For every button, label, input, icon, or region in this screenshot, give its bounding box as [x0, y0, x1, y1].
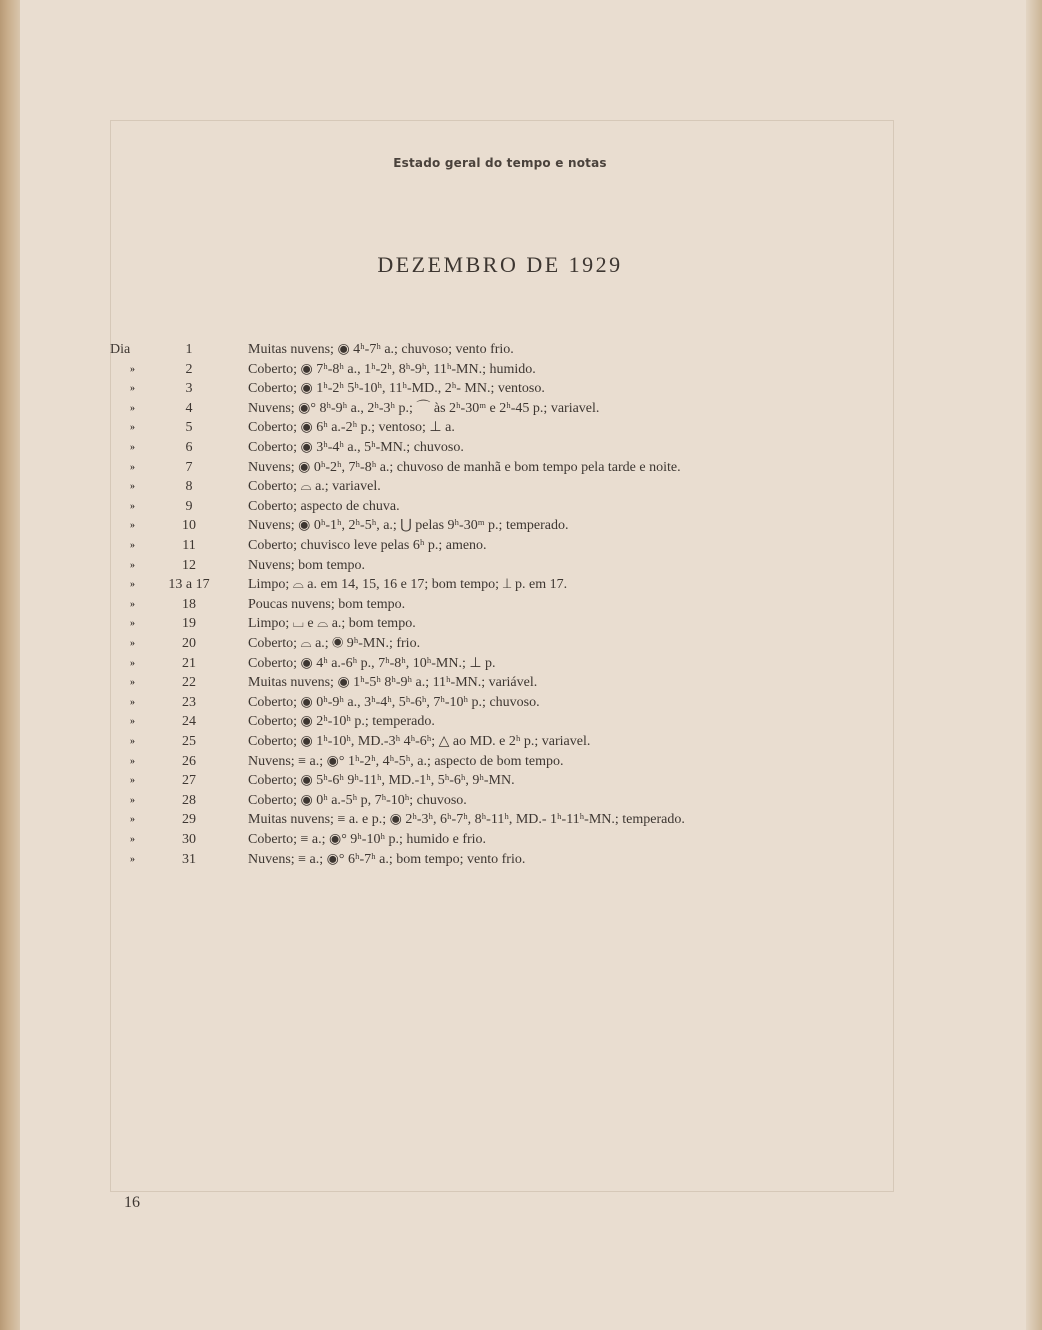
page-edge — [1026, 0, 1042, 1330]
day-number: 22 — [182, 675, 196, 691]
list-item — [0, 810, 1000, 830]
running-head: Estado geral do tempo e notas — [393, 156, 607, 170]
weather-note: Nuvens; ≡ a.; ◉° 6ʰ-7ʰ a.; bom tempo; vento frio. — [248, 851, 526, 867]
day-prefix: » — [130, 520, 135, 532]
weather-note: Coberto; aspecto de chuva. — [248, 498, 400, 514]
list-item — [0, 556, 1000, 576]
day-prefix: » — [130, 814, 135, 826]
list-item — [0, 438, 1000, 458]
day-prefix: » — [130, 540, 135, 551]
list-item — [0, 752, 1000, 772]
list-item — [0, 379, 1000, 399]
weather-note: Muitas nuvens; ≡ a. e p.; ◉ 2ʰ-3ʰ, 6ʰ-7ʰ, 8ʰ-11ʰ, MD.- 1ʰ-11ʰ-MN.; temperado. — [248, 812, 685, 828]
list-item — [0, 595, 1000, 615]
weather-note: Coberto; ⌓ a.; variavel. — [248, 479, 381, 495]
day-prefix: » — [130, 794, 135, 806]
weather-note: Nuvens; bom tempo. — [248, 557, 366, 573]
weather-note: Coberto; ⌓ a.; ◉ 9ʰ-MN.; frio. — [248, 636, 421, 651]
day-number: 6 — [185, 440, 193, 455]
weather-note: Muitas nuvens; ◉ 4ʰ-7ʰ a.; chuvoso; vento frio. — [248, 342, 514, 357]
weather-note: Nuvens; ◉° 8ʰ-9ʰ a., 2ʰ-3ʰ p.; ⌒ às 2ʰ-30ᵐ e 2ʰ-45 p.; variavel. — [248, 400, 600, 416]
day-prefix: » — [130, 442, 135, 453]
weather-note: Coberto; ◉ 4ʰ a.-6ʰ p., 7ʰ-8ʰ, 10ʰ-MN.; ⊥ p. — [248, 655, 496, 671]
day-number: 31 — [182, 851, 196, 867]
day-number: 1 — [185, 342, 193, 357]
day-prefix: Dia — [110, 342, 131, 357]
list-item — [0, 360, 1000, 380]
day-prefix: » — [130, 383, 135, 395]
weather-note: Coberto; ◉ 5ʰ-6ʰ 9ʰ-11ʰ, MD.-1ʰ, 5ʰ-6ʰ, 9ʰ-MN. — [248, 773, 515, 789]
day-number: 18 — [182, 596, 196, 612]
list-item — [0, 516, 1000, 536]
day-number: 26 — [182, 753, 196, 769]
day-prefix: » — [130, 481, 135, 493]
weather-note: Coberto; chuvisco leve pelas 6ʰ p.; ameno. — [248, 538, 487, 553]
weather-note: Coberto; ◉ 1ʰ-2ʰ 5ʰ-10ʰ, 11ʰ-MD., 2ʰ- MN.; ventoso. — [248, 381, 545, 397]
day-number: 29 — [182, 812, 196, 828]
day-prefix: » — [130, 363, 135, 375]
day-number: 3 — [185, 381, 193, 397]
list-item — [0, 340, 1000, 360]
day-number: 30 — [182, 832, 196, 847]
weather-note: Muitas nuvens; ◉ 1ʰ-5ʰ 8ʰ-9ʰ a.; 11ʰ-MN.; variável. — [248, 675, 538, 691]
day-prefix: » — [130, 618, 135, 630]
day-number: 27 — [182, 773, 196, 789]
day-prefix: » — [130, 422, 135, 434]
day-number: 9 — [185, 498, 193, 514]
list-item — [0, 850, 1000, 870]
day-number: 7 — [185, 459, 193, 475]
day-number: 25 — [182, 734, 196, 749]
day-number: 13 a 17 — [168, 577, 210, 593]
day-prefix: » — [130, 736, 135, 747]
list-item — [0, 654, 1000, 674]
day-prefix: » — [130, 677, 135, 689]
weather-note: Coberto; ◉ 1ʰ-10ʰ, MD.-3ʰ 4ʰ-6ʰ; △ ao MD. e 2ʰ p.; variavel. — [248, 734, 591, 749]
list-item — [0, 418, 1000, 438]
day-number: 11 — [182, 538, 196, 553]
weather-note: Coberto; ◉ 2ʰ-10ʰ p.; temperado. — [248, 714, 435, 730]
weather-note: Coberto; ◉ 0ʰ-9ʰ a., 3ʰ-4ʰ, 5ʰ-6ʰ, 7ʰ-10ʰ p.; chuvoso. — [248, 694, 540, 710]
page-title: DEZEMBRO DE 1929 — [377, 252, 623, 277]
weather-note: Coberto; ≡ a.; ◉° 9ʰ-10ʰ p.; humido e frio. — [248, 832, 487, 847]
day-prefix: » — [130, 716, 135, 728]
day-prefix: » — [130, 755, 135, 767]
list-item — [0, 575, 1000, 595]
day-number: 20 — [182, 636, 196, 651]
day-number: 24 — [182, 714, 196, 730]
day-number: 4 — [185, 400, 193, 416]
list-item — [0, 458, 1000, 478]
weather-note: Coberto; ◉ 7ʰ-8ʰ a., 1ʰ-2ʰ, 8ʰ-9ʰ, 11ʰ-MN.; humido. — [248, 361, 536, 377]
day-number: 23 — [182, 694, 196, 710]
weather-note: Limpo; ⌴ e ⌓ a.; bom tempo. — [248, 616, 416, 632]
day-prefix: » — [130, 559, 135, 571]
page-number: 16 — [124, 1194, 140, 1211]
list-item — [0, 693, 1000, 713]
day-number: 10 — [182, 518, 196, 534]
list-item — [0, 614, 1000, 634]
weather-note: Coberto; ◉ 0ʰ a.-5ʰ p, 7ʰ-10ʰ; chuvoso. — [248, 792, 467, 808]
day-number: 8 — [185, 479, 193, 495]
list-item — [0, 536, 1000, 556]
weather-note: Coberto; ◉ 6ʰ a.-2ʰ p.; ventoso; ⊥ a. — [248, 420, 455, 436]
list-item — [0, 673, 1000, 693]
weather-note: Coberto; ◉ 3ʰ-4ʰ a., 5ʰ-MN.; chuvoso. — [248, 440, 464, 455]
list-item — [0, 634, 1000, 654]
day-number: 19 — [182, 616, 196, 632]
day-prefix: » — [130, 775, 135, 787]
weather-note: Limpo; ⌓ a. em 14, 15, 16 e 17; bom tempo; ⊥ p. em 17. — [248, 577, 568, 593]
list-item — [0, 497, 1000, 517]
weather-note: Nuvens; ◉ 0ʰ-1ʰ, 2ʰ-5ʰ, a.; ⋃ pelas 9ʰ-30ᵐ p.; temperado. — [248, 518, 569, 534]
list-item — [0, 477, 1000, 497]
day-number: 21 — [182, 655, 196, 671]
list-item — [0, 732, 1000, 752]
day-prefix: » — [130, 579, 135, 591]
day-prefix: » — [130, 402, 135, 414]
list-item — [0, 771, 1000, 791]
day-prefix: » — [130, 500, 135, 512]
weather-note: Nuvens; ≡ a.; ◉° 1ʰ-2ʰ, 4ʰ-5ʰ, a.; aspecto de bom tempo. — [248, 753, 564, 769]
day-prefix: » — [130, 598, 135, 610]
list-item — [0, 791, 1000, 811]
list-item — [0, 712, 1000, 732]
day-prefix: » — [130, 696, 135, 708]
weather-note: Poucas nuvens; bom tempo. — [248, 596, 406, 612]
day-prefix: » — [130, 638, 135, 649]
list-item — [0, 830, 1000, 850]
weather-note: Nuvens; ◉ 0ʰ-2ʰ, 7ʰ-8ʰ a.; chuvoso de manhã e bom tempo pela tarde e noite. — [248, 459, 681, 475]
day-prefix: » — [130, 461, 135, 473]
day-number: 2 — [185, 361, 193, 377]
day-number: 5 — [185, 420, 193, 436]
day-number: 12 — [182, 557, 196, 573]
day-prefix: » — [130, 853, 135, 865]
day-prefix: » — [130, 657, 135, 669]
day-number: 28 — [182, 792, 196, 808]
list-item — [0, 399, 1000, 419]
day-prefix: » — [130, 834, 135, 845]
